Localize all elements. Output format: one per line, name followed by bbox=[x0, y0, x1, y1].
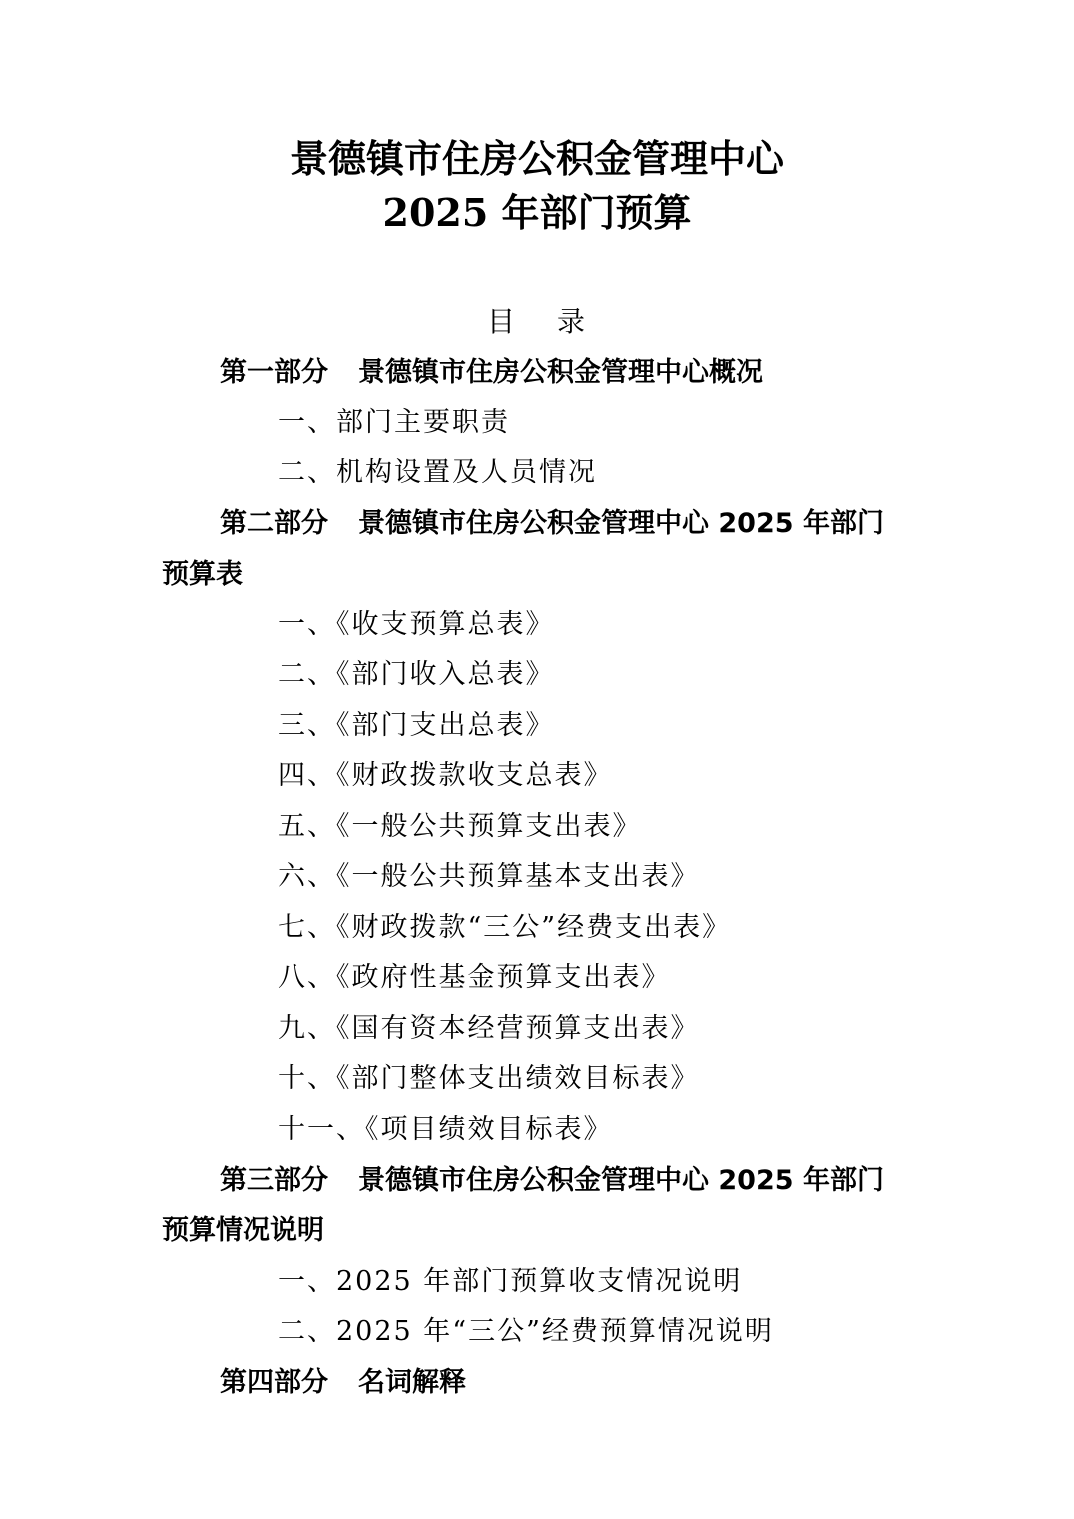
part-3-heading[interactable] bbox=[220, 1164, 884, 1198]
part-2-item-10[interactable]: 十、《部门整体支出绩效目标表》 bbox=[278, 1063, 700, 1094]
part-2-item-5[interactable]: 五、《一般公共预算支出表》 bbox=[278, 811, 642, 842]
part-2-item-2[interactable]: 二、《部门收入总表》 bbox=[278, 659, 555, 690]
part-4-label: 第四部分 bbox=[220, 1367, 328, 1398]
document-title-line2: 2025 年部门预算 bbox=[382, 190, 692, 235]
toc-heading-left: 目 bbox=[486, 305, 517, 338]
part-2-item-9[interactable]: 九、《国有资本经营预算支出表》 bbox=[278, 1013, 700, 1044]
part-2-title: 景德镇市住房公积金管理中心 2025 年部门 bbox=[358, 508, 884, 539]
part-1-item-1[interactable]: 一、部门主要职责 bbox=[278, 407, 510, 438]
part-2-item-6[interactable]: 六、《一般公共预算基本支出表》 bbox=[278, 861, 700, 892]
part-1-heading[interactable] bbox=[220, 356, 763, 390]
document-title-line1: 景德镇市住房公积金管理中心 bbox=[289, 136, 784, 181]
part-2-label: 第二部分 bbox=[220, 508, 328, 539]
part-2-item-11[interactable]: 十一、《项目绩效目标表》 bbox=[278, 1114, 613, 1145]
part-2-item-4[interactable]: 四、《财政拨款收支总表》 bbox=[278, 760, 613, 791]
part-1-item-2[interactable]: 二、机构设置及人员情况 bbox=[278, 457, 597, 488]
part-2-item-7[interactable]: 七、《财政拨款“三公”经费支出表》 bbox=[278, 912, 732, 943]
part-3-title-continuation: 预算情况说明 bbox=[162, 1215, 324, 1246]
part-2-item-1[interactable]: 一、《收支预算总表》 bbox=[278, 609, 555, 640]
part-1-label: 第一部分 bbox=[220, 357, 328, 388]
toc-heading bbox=[0, 304, 1074, 340]
part-3-label: 第三部分 bbox=[220, 1165, 328, 1196]
part-1-title: 景德镇市住房公积金管理中心概况 bbox=[358, 357, 763, 388]
part-4-heading[interactable] bbox=[220, 1366, 466, 1400]
toc-heading-right: 录 bbox=[557, 305, 588, 338]
part-2-item-8[interactable]: 八、《政府性基金预算支出表》 bbox=[278, 962, 671, 993]
part-3-title: 景德镇市住房公积金管理中心 2025 年部门 bbox=[358, 1165, 884, 1196]
part-2-title-continuation: 预算表 bbox=[162, 559, 243, 590]
part-3-item-2[interactable]: 二、2025 年“三公”经费预算情况说明 bbox=[278, 1316, 774, 1347]
part-2-heading[interactable] bbox=[220, 507, 884, 541]
part-2-item-3[interactable]: 三、《部门支出总表》 bbox=[278, 710, 555, 741]
part-4-title: 名词解释 bbox=[358, 1367, 466, 1398]
part-3-item-1[interactable]: 一、2025 年部门预算收支情况说明 bbox=[278, 1266, 743, 1297]
